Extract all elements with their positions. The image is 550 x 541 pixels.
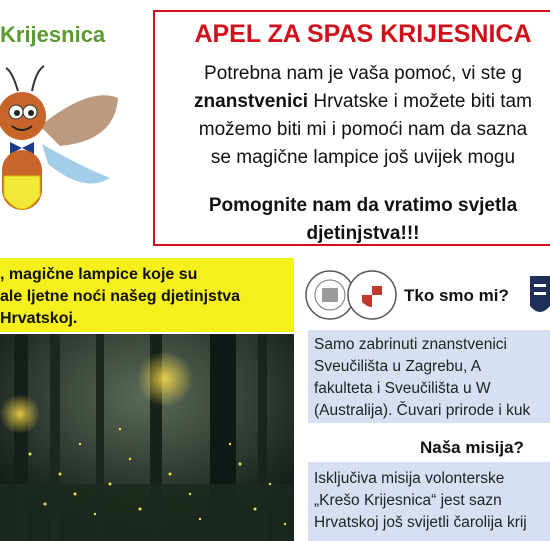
- about-heading: Tko smo mi?: [404, 286, 509, 305]
- intro-line-2: ale ljetne noći našeg djetinjstva: [0, 288, 241, 305]
- call-line-2: djetinjstva!!!: [306, 223, 420, 244]
- brand-name: Krijesnica: [0, 22, 106, 47]
- appeal-body: [155, 60, 550, 172]
- intro-line-3: Hrvatskoj.: [0, 310, 78, 327]
- appeal-line-4: se magične lampice još uvijek mogu: [210, 147, 516, 168]
- mission-line-2: „Krešo Krijesnica“ jest sazn: [314, 492, 502, 509]
- about-line-2: Sveučilišta u Zagrebu, A: [314, 358, 482, 375]
- mission-line-1: Isključiva misija volonterske: [314, 470, 505, 487]
- forest-fireflies-photo: [0, 334, 294, 541]
- appeal-line-2-bold: znanstvenici: [194, 91, 309, 112]
- about-line-1: Samo zabrinuti znanstvenici: [314, 336, 507, 353]
- mission-line-3: Hrvatskoj još svijetli čarolija krij: [314, 514, 527, 531]
- about-line-3: fakulteta i Sveučilišta u W: [314, 380, 491, 397]
- mission-box: [308, 462, 550, 541]
- appeal-line-2-rest: Hrvatske i možete biti tam: [308, 91, 532, 112]
- faculty-crest-logo: [348, 271, 396, 319]
- appeal-line-2: [155, 88, 550, 116]
- appeal-box: [153, 10, 550, 246]
- about-line-4: (Australija). Čuvari prirode i kuk: [314, 402, 531, 419]
- intro-highlight: [0, 258, 294, 332]
- university-seal-logo: [306, 271, 354, 319]
- call-line-1: Pomognite nam da vratimo svjetla: [208, 195, 518, 216]
- about-box: [308, 330, 550, 423]
- appeal-line-3: možemo biti mi i pomoći nam da sazna: [198, 119, 528, 140]
- appeal-line-1: Potrebna nam je vaša pomoć, vi ste g: [204, 63, 522, 84]
- firefly-mascot-illustration: [0, 46, 120, 221]
- appeal-title: APEL ZA SPAS KRIJESNICA: [194, 20, 532, 48]
- mission-heading: Naša misija?: [420, 438, 524, 457]
- appeal-call-to-action: [155, 192, 550, 248]
- shield-logo: [530, 276, 550, 312]
- intro-line-1: , magične lampice koje su: [0, 266, 198, 283]
